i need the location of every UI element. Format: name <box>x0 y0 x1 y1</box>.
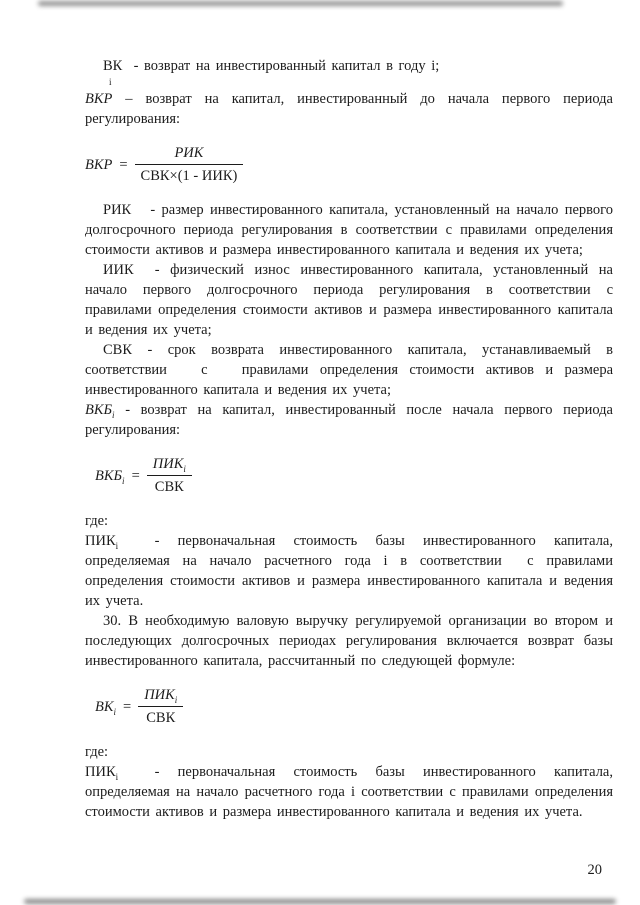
equals-sign: = <box>119 156 128 173</box>
paragraph-text: – возврат на капитал, инвестированный до начала первого периода регулирования: <box>85 91 613 127</box>
paragraph-vkr-definition <box>85 89 613 129</box>
term-vkr: ВКР <box>85 91 113 107</box>
subscript-i-line <box>109 76 613 89</box>
page-number: 20 <box>587 862 602 878</box>
term-vkb-subscript: i <box>112 409 115 420</box>
fraction-numerator <box>147 454 192 476</box>
formula-lhs-symbol: ВКР <box>85 156 113 173</box>
formula-vk <box>95 685 613 728</box>
equals-sign: = <box>123 698 132 715</box>
where-label: где: <box>85 513 109 529</box>
paragraph-text: 30. В необходимую валовую выручку регулируемой организации во втором и последующих долгосрочных периодах регулирования включается возврат базы инвестированного капитала, рассчитанный по следующей формуле: <box>85 613 613 669</box>
paragraph-text: - возврат на инвестированный капитал в году i; <box>122 58 440 74</box>
scan-artifact-top <box>38 1 563 6</box>
formula-lhs <box>95 697 116 717</box>
formula-lhs <box>85 155 112 175</box>
term-pik-subscript: i <box>115 540 119 551</box>
paragraph-text: - физический износ инвестированного капитала, установленный на начало первого долгосрочного периода регулирования в соответствии с правилами определения стоимости активов и размера инвестированного капитала и ведения их учета; <box>85 262 613 338</box>
formula-vkr <box>85 143 613 186</box>
fraction <box>138 685 183 728</box>
fraction-denominator: СВК <box>146 710 176 726</box>
paragraph-text: - срок возврата инвестированного капитала, устанавливаемый в соответствии с правилами определения стоимости активов и размера инвестированного капитала и ведения их учета; <box>85 342 613 398</box>
term-svk: СВК <box>103 342 133 358</box>
formula-lhs-symbol: ВКБ <box>95 467 123 484</box>
term-pik: ПИК <box>85 533 116 549</box>
term-vkb: ВКБ <box>85 402 113 418</box>
fraction <box>135 143 244 186</box>
equals-sign: = <box>131 467 140 484</box>
term-pik-subscript: i <box>115 771 119 782</box>
paragraph-item-30 <box>85 611 613 671</box>
formula-vkb <box>95 454 613 497</box>
document-text <box>85 56 613 822</box>
paragraph-text: - первоначальная стоимость базы инвестированного капитала, определяемая на начало расчетного года i соответствии с правилами определения стоимости активов и размера инвестированного капитала и ведения их учета. <box>85 764 613 820</box>
paragraph-iik-definition <box>85 260 613 340</box>
term-pik: ПИК <box>85 764 116 780</box>
term-iik: ИИК <box>103 262 134 278</box>
scan-artifact-bottom <box>24 899 616 904</box>
formula-lhs-subscript: i <box>122 475 125 486</box>
numerator-subscript: i <box>174 694 178 705</box>
fraction-numerator: РИК <box>135 143 244 165</box>
term-rik: РИК <box>103 202 132 218</box>
paragraph-pik-definition-2 <box>85 762 613 822</box>
paragraph-text: - размер инвестированного капитала, установленный на начало первого долгосрочного периода регулирования в соответствии с правилами определения стоимости активов и размера инвестированного капитала и ведения их учета; <box>85 202 613 258</box>
subscript-i: i <box>109 77 112 87</box>
fraction <box>147 454 192 497</box>
paragraph-text: - возврат на капитал, инвестированный после начала первого периода регулирования: <box>85 402 613 438</box>
paragraph-text: - первоначальная стоимость базы инвестированного капитала, определяемая на начало расчетного года i в соответствии с правилами определения стоимости активов и размера инвестированного капитала и ведения их учета. <box>85 533 613 609</box>
term-vk: ВК <box>103 58 123 74</box>
paragraph-vkb-definition <box>85 400 613 440</box>
paragraph-pik-definition-1 <box>85 531 613 611</box>
numerator-symbol: ПИК <box>152 456 184 472</box>
numerator-subscript: i <box>183 463 186 474</box>
paragraph-svk-definition <box>85 340 613 400</box>
paragraph-rik-definition <box>85 200 613 260</box>
fraction-denominator: СВК <box>154 479 184 495</box>
formula-lhs-symbol: ВК <box>95 698 114 715</box>
paragraph-vk-definition <box>85 56 613 76</box>
formula-lhs-subscript: i <box>113 706 117 717</box>
fraction-numerator <box>138 685 183 707</box>
numerator-symbol: ПИК <box>144 687 175 703</box>
where-label: где: <box>85 744 109 760</box>
fraction-denominator: СВК×(1 - ИИК) <box>140 168 238 184</box>
formula-lhs <box>95 466 125 486</box>
